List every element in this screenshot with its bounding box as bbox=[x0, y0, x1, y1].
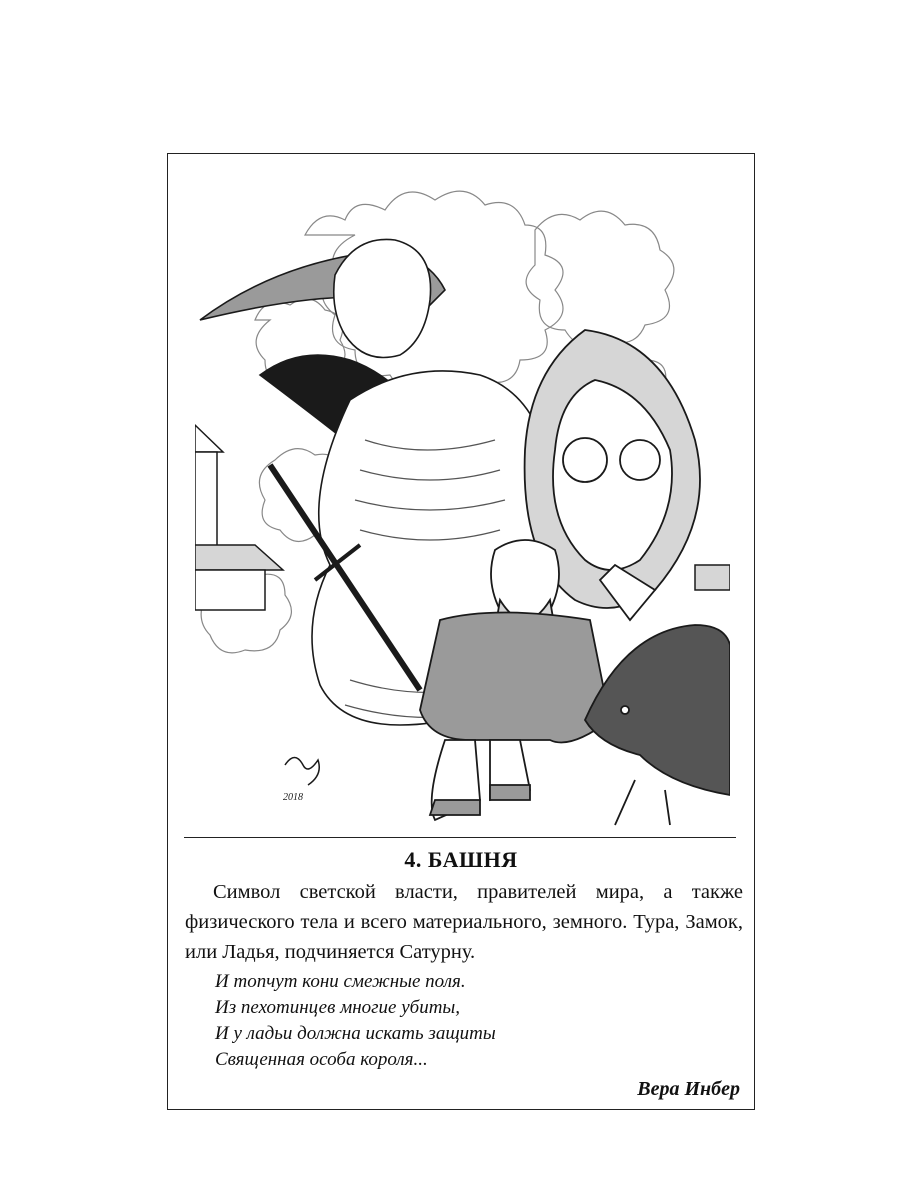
poem-quote bbox=[215, 969, 735, 1073]
tower-illustration bbox=[195, 160, 730, 830]
card-title: 4. БАШНЯ bbox=[404, 847, 518, 872]
poem-line: Из пехотинцев многие убиты, bbox=[215, 997, 461, 1018]
poem-line: Священная особа короля... bbox=[215, 1049, 428, 1070]
poem-line: И топчут кони смежные поля. bbox=[215, 971, 466, 992]
poem-author: Вера Инбер bbox=[637, 1078, 740, 1100]
poem-line: И у ладьи должна искать защиты bbox=[215, 1023, 496, 1044]
divider-line bbox=[184, 837, 736, 838]
card-description bbox=[185, 877, 743, 967]
rat-figure bbox=[585, 625, 730, 825]
description-paragraph: Символ светской власти, правителей мира, а также физического тела и всего материального, земного. Тура, Замок, или Ладья, подчиняется Сатурну. bbox=[185, 881, 743, 963]
signature-year: 2018 bbox=[283, 792, 303, 803]
artist-signature bbox=[283, 758, 319, 804]
